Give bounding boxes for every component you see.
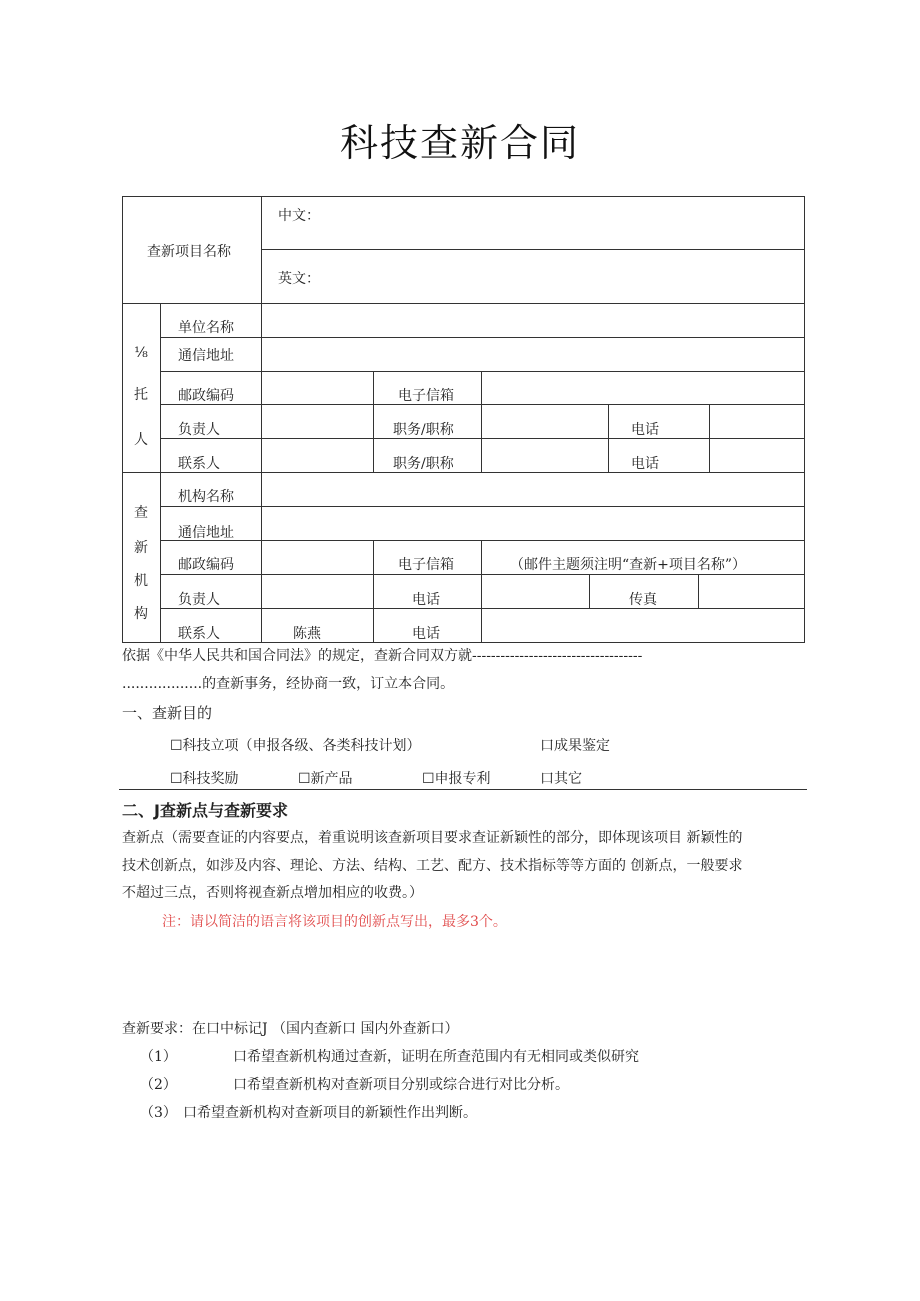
- table-line: [160, 506, 805, 507]
- table-line: [589, 574, 590, 608]
- table-border-left: [122, 196, 123, 642]
- novelty-desc-line-1: 查新点（需要查证的内容要点，着重说明该查新项目要求查证新颖性的部分，即体现该项目 新颖性的: [122, 830, 743, 846]
- table-line: [160, 303, 161, 642]
- table-line: [261, 249, 805, 250]
- agency-org-name-label: 机构名称: [178, 489, 234, 505]
- table-line: [160, 608, 805, 609]
- client-position-label: 职务/职称: [393, 422, 454, 438]
- requirement-2-text[interactable]: 口希望查新机构对查新项目分别或综合进行对比分析。: [233, 1077, 569, 1093]
- purpose-option-other[interactable]: 口其它: [540, 771, 582, 787]
- table-line: [160, 337, 805, 338]
- table-line: [160, 371, 805, 372]
- client-postcode-label: 邮政编码: [178, 388, 234, 404]
- agency-leader-label: 负责人: [178, 592, 220, 608]
- purpose-option-project[interactable]: ☐科技立项（申报各级、各类科技计划）: [170, 738, 421, 754]
- client-unit-name-label: 单位名称: [178, 320, 234, 336]
- client-phone-label: 电话: [631, 422, 659, 438]
- agency-email-label: 电子信箱: [398, 557, 454, 573]
- table-line: [481, 371, 482, 472]
- table-line: [608, 404, 609, 472]
- table-line: [261, 303, 262, 642]
- novelty-desc-line-3: 不超过三点，否则将视查新点增加相应的收费。）: [122, 885, 423, 901]
- table-line: [373, 371, 374, 472]
- table-line: [709, 404, 710, 472]
- intro-line-1: 依据《中华人民共和国合同法》的规定，查新合同双方就------------------------------------: [122, 648, 643, 664]
- client-contact-phone-label: 电话: [631, 456, 659, 472]
- table-line: [261, 196, 262, 303]
- novelty-desc-line-2: 技术创新点，如涉及内容、理论、方法、结构、工艺、配方、技术指标等等方面的 创新点，一般要求: [122, 858, 743, 874]
- agency-contact-label: 联系人: [178, 626, 220, 642]
- table-line: [373, 540, 374, 642]
- table-line: [698, 574, 699, 608]
- table-border-bottom: [122, 642, 805, 643]
- project-cn-field[interactable]: 中文：: [278, 208, 320, 224]
- agency-phone-label: 电话: [412, 592, 440, 608]
- novelty-note: 注：请以简洁的语言将该项目的创新点写出，最多3个。: [162, 914, 507, 930]
- requirement-1-num: （1）: [140, 1049, 177, 1065]
- project-en-field[interactable]: 英文：: [278, 271, 320, 287]
- client-side-label-2: 托: [134, 387, 148, 403]
- purpose-option-patent[interactable]: ☐申报专利: [422, 771, 491, 787]
- requirement-3-num: （3）: [140, 1105, 177, 1121]
- table-border-right: [804, 196, 805, 642]
- client-contact-label: 联系人: [178, 456, 220, 472]
- agency-side-label-2: 新: [134, 540, 148, 556]
- intro-line-2: ..................的查新事务，经协商一致，订立本合同。: [122, 676, 455, 692]
- agency-contact-name: 陈燕: [293, 626, 321, 642]
- agency-side-label-1: 查: [134, 505, 148, 521]
- section-divider: [119, 789, 807, 790]
- agency-fax-label: 传真: [629, 592, 657, 608]
- client-side-label-3: 人: [134, 432, 148, 448]
- table-border-top: [122, 196, 805, 197]
- purpose-option-award[interactable]: ☐科技奖励: [170, 771, 239, 787]
- purpose-option-new-product[interactable]: ☐新产品: [298, 771, 353, 787]
- table-line: [160, 540, 805, 541]
- table-line: [160, 574, 805, 575]
- purpose-option-appraisal[interactable]: 口成果鉴定: [540, 738, 610, 754]
- client-contact-position-label: 职务/职称: [393, 456, 454, 472]
- requirement-label: 查新要求：在口中标记J （国内查新口 国内外查新口）: [122, 1021, 459, 1037]
- requirement-1-text[interactable]: 口希望查新机构通过查新，证明在所查范围内有无相同或类似研究: [233, 1049, 639, 1065]
- table-line: [122, 303, 805, 304]
- page-title: 科技查新合同: [339, 121, 580, 165]
- agency-side-label-4: 构: [134, 606, 148, 622]
- client-address-label: 通信地址: [178, 348, 234, 364]
- client-email-label: 电子信箱: [398, 388, 454, 404]
- table-line: [122, 472, 805, 473]
- requirement-3-text[interactable]: 口希望查新机构对查新项目的新颖性作出判断。: [183, 1105, 477, 1121]
- table-line: [481, 540, 482, 642]
- agency-contact-phone-label: 电话: [412, 626, 440, 642]
- section2-heading: 二、J查新点与查新要求: [122, 801, 288, 820]
- client-leader-label: 负责人: [178, 422, 220, 438]
- section1-heading: 一、查新目的: [122, 704, 213, 722]
- agency-email-note: （邮件主题须注明“查新+项目名称”）: [510, 557, 747, 573]
- client-side-label-1: ⅛: [134, 345, 148, 361]
- agency-side-label-3: 机: [134, 573, 148, 589]
- requirement-2-num: （2）: [140, 1077, 177, 1093]
- agency-address-label: 通信地址: [178, 525, 234, 541]
- project-name-label: 查新项目名称: [147, 244, 231, 260]
- agency-postcode-label: 邮政编码: [178, 557, 234, 573]
